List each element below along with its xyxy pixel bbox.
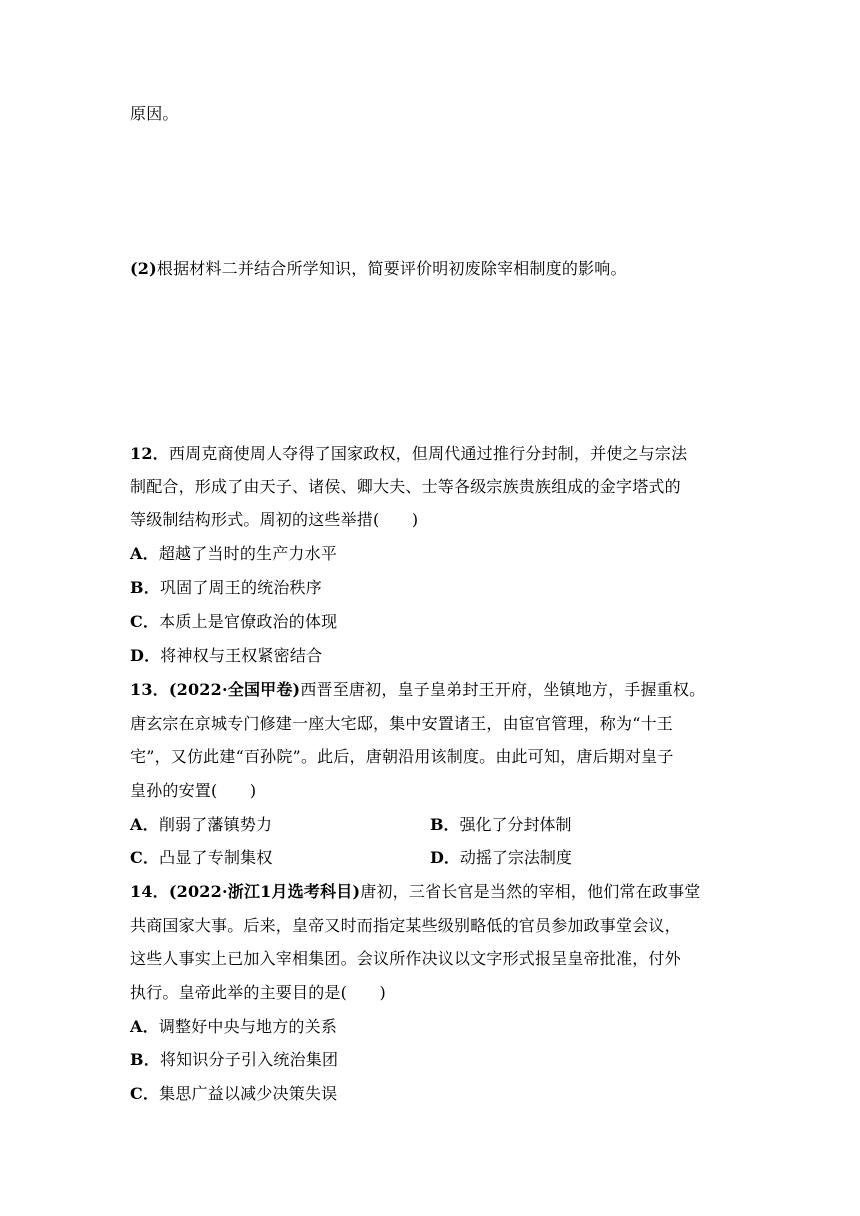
question-13-option-b xyxy=(430,815,572,835)
option-text: 集思广益以减少决策失误 xyxy=(159,1084,338,1103)
question-13-line-4: 皇孙的安置( ) xyxy=(130,781,257,800)
question-14-option-b xyxy=(130,1050,740,1070)
option-label: C． xyxy=(130,612,160,631)
option-text: 凸显了专制集权 xyxy=(159,848,273,867)
option-text: 将神权与王权紧密结合 xyxy=(160,646,323,665)
question-14-line-3: 这些人事实上已加入宰相集团。会议所作决议以文字形式报呈皇帝批准，付外 xyxy=(130,949,681,968)
option-label: B． xyxy=(130,1050,160,1069)
option-label: A． xyxy=(130,544,159,563)
question-12-option-a xyxy=(130,544,740,564)
question-number: 14． xyxy=(130,882,169,901)
option-label: B． xyxy=(130,578,160,597)
option-text: 削弱了藩镇势力 xyxy=(158,815,273,834)
question-14-line-2: 共商国家大事。后来，皇帝又时而指定某些级别略低的官员参加政事堂会议， xyxy=(130,916,681,935)
question-number: 13． xyxy=(130,680,169,699)
question-13-option-d xyxy=(430,848,572,868)
question-source: (2022·全国甲卷) xyxy=(168,680,301,699)
question-13-line-1 xyxy=(130,680,740,700)
prev-question-part-2 xyxy=(130,259,740,279)
option-text: 动摇了宗法制度 xyxy=(459,848,572,867)
option-text: 将知识分子引入统治集团 xyxy=(159,1050,339,1069)
option-text: 本质上是官僚政治的体现 xyxy=(159,612,338,631)
option-text: 强化了分封体制 xyxy=(459,815,572,834)
question-14-option-c xyxy=(130,1084,740,1104)
option-label: D． xyxy=(130,646,161,665)
question-12-line-1 xyxy=(130,444,740,464)
question-number: 12． xyxy=(130,444,169,463)
option-label: A． xyxy=(130,1017,159,1036)
option-text: 超越了当时的生产力水平 xyxy=(158,544,338,563)
question-13-line-3: 宅”，又仿此建“百孙院”。此后，唐朝沿用该制度。由此可知，唐后期对皇子 xyxy=(130,747,674,766)
option-label: A． xyxy=(130,815,159,834)
question-13-line-2: 唐玄宗在京城专门修建一座大宅邸，集中安置诸王，由宦官管理，称为“十王 xyxy=(130,714,673,733)
question-14-line-1 xyxy=(130,882,740,902)
option-label: C． xyxy=(130,848,160,867)
question-text: 西周克商使周人夺得了国家政权，但周代通过推行分封制，并使之与宗法 xyxy=(168,444,688,463)
option-text: 巩固了周王的统治秩序 xyxy=(159,578,322,597)
option-label: B． xyxy=(430,815,460,834)
part-number: (2) xyxy=(130,259,157,278)
question-12-line-2: 制配合，形成了由天子、诸侯、卿大夫、士等各级宗族贵族组成的金字塔式的 xyxy=(130,477,681,496)
question-text: 唐初，三省长官是当然的宰相，他们常在政事堂 xyxy=(360,882,701,901)
question-12-line-3: 等级制结构形式。周初的这些举措( ) xyxy=(130,510,419,529)
part-text: 根据材料二并结合所学知识，简要评价明初废除宰相制度的影响。 xyxy=(156,259,627,278)
question-12-option-b xyxy=(130,578,740,598)
question-12-option-c xyxy=(130,612,740,632)
option-label: D． xyxy=(430,848,460,867)
question-14-option-a xyxy=(130,1017,740,1037)
question-source: (2022·浙江1月选考科目) xyxy=(168,882,361,901)
option-label: C． xyxy=(130,1084,160,1103)
question-12-option-d xyxy=(130,646,740,666)
prev-question-tail: 原因。 xyxy=(130,104,179,123)
option-text: 调整好中央与地方的关系 xyxy=(158,1017,338,1036)
question-text: 西晋至唐初，皇子皇弟封王开府，坐镇地方，手握重权。 xyxy=(300,680,706,699)
question-14-line-4: 执行。皇帝此举的主要目的是( ) xyxy=(130,983,386,1002)
